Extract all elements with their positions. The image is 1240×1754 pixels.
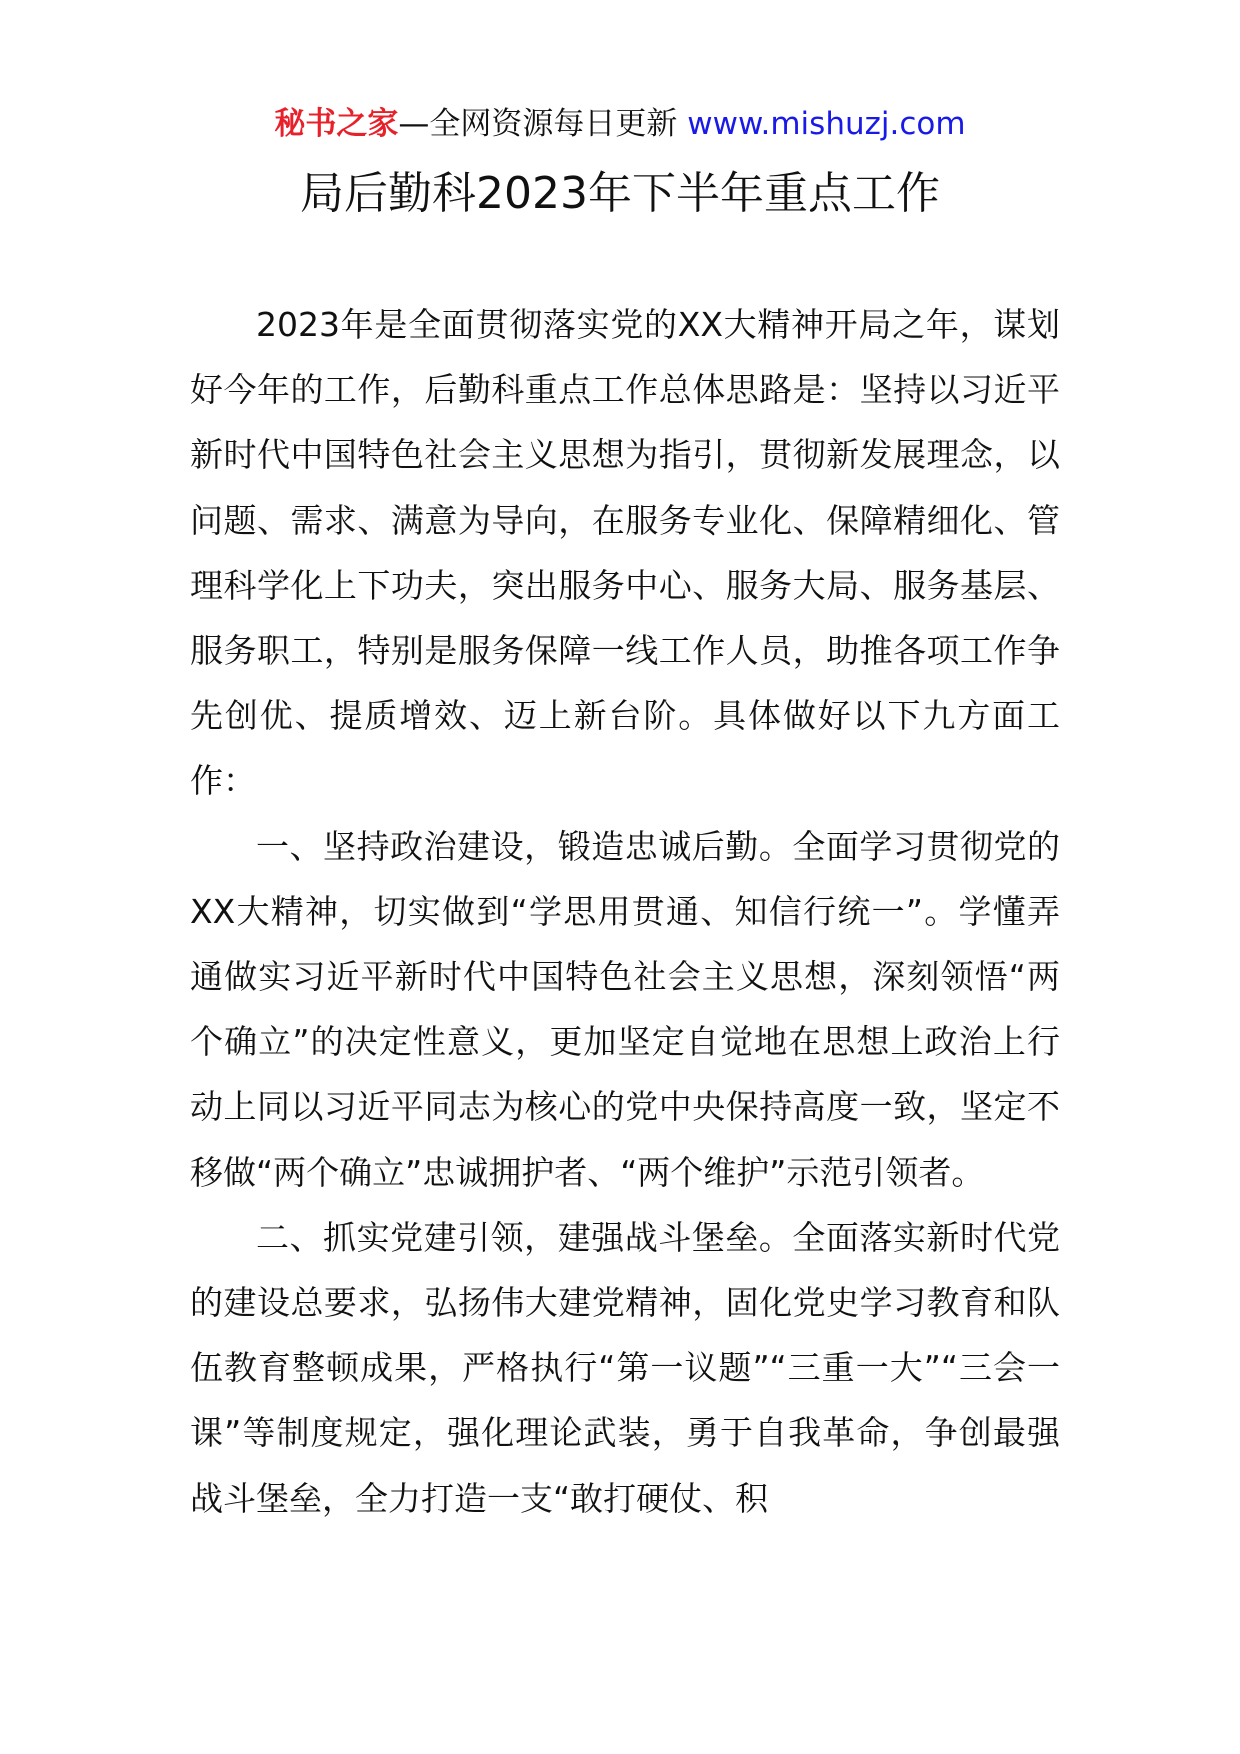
site-tagline: —全网资源每日更新 [398,106,678,142]
section-two-paragraph: 二、抓实党建引领，建强战斗堡垒。全面落实新时代党的建设总要求，弘扬伟大建党精神，固化党史学习教育和队伍教育整顿成果，严格执行“第一议题”“三重一大”“三会一课”等制度规定，强化理论武装，勇于自我革命，争创最强战斗堡垒，全力打造一支“敢打硬仗、积 [190,1217,1060,1518]
site-url-link[interactable]: www.mishuzj.com [687,106,966,142]
intro-paragraph: 2023年是全面贯彻落实党的XX大精神开局之年，谋划好今年的工作，后勤科重点工作总体思路是：坚持以习近平新时代中国特色社会主义思想为指引，贯彻新发展理念，以问题、需求、满意为导向，在服务专业化、保障精细化、管理科学化上下功夫，突出服务中心、服务大局、服务基层、服务职工，特别是服务保障一线工作人员，助推各项工作争先创优、提质增效、迈上新台阶。具体做好以下九方面工作： [190,305,1060,801]
document-title: 局后勤科2023年下半年重点工作 [300,168,940,219]
site-brand: 秘书之家 [274,106,399,142]
section-one-paragraph: 一、坚持政治建设，锻造忠诚后勤。全面学习贯彻党的XX大精神，切实做到“学思用贯通、知信行统一”。学懂弄通做实习近平新时代中国特色社会主义思想，深刻领悟“两个确立”的决定性意义，更加坚定自觉地在思想上政治上行动上同以习近平同志为核心的党中央保持高度一致，坚定不移做“两个确立”忠诚拥护者、“两个维护”示范引领者。 [190,826,1060,1192]
site-banner [0,104,1240,144]
document-body [190,292,1060,1531]
